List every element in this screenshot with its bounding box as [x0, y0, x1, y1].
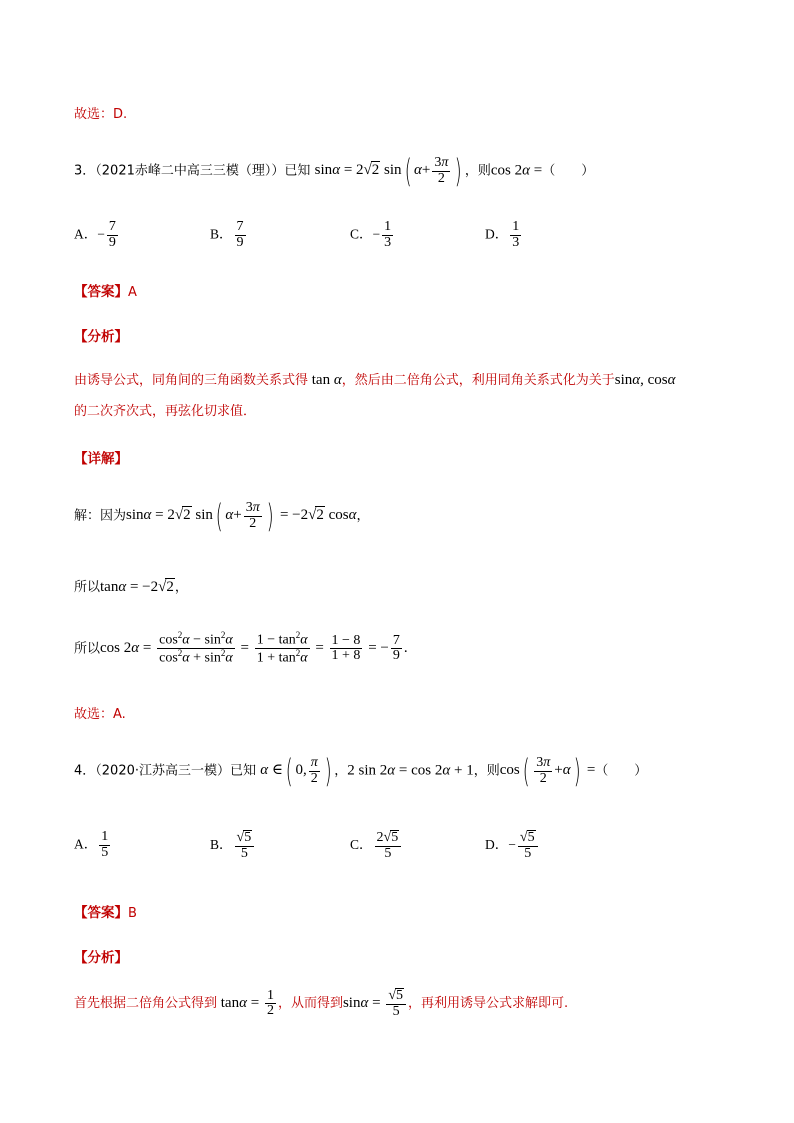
q4-number: 4．	[74, 763, 96, 779]
q3-analysis-label: 【分析】	[74, 329, 128, 345]
q4-analysis-sin: sinα = $\frac{√5}{5}$	[343, 995, 408, 1011]
q4-stem: 4．（2020·江苏高三一模）已知 α ∈( 0, $\frac{\pi}{2}$ ) ，2 sin 2α = cos 2α + 1，则cos( $\frac{3\pi}{2}$ +α) =（ ）	[74, 752, 648, 790]
q3-step3-formula: cos 2α = $\frac{\cos^2\alpha - \sin^2\alpha}{\cos^2\alpha + \sin^2\alpha}$ = $\frac{1 - \tan^2\alpha}{1 + \tan^2\alpha}$ = $\frac{1 - 8}{1 + 8}$ = − $\frac{7}{9}$ .	[100, 630, 408, 666]
q3-step3	[74, 631, 408, 667]
q3-detail-label: 【详解】	[74, 451, 128, 467]
q3-option-b-label: B．	[210, 226, 233, 242]
q4-condition-range: α ∈( 0, $\frac{\pi}{2}$ )	[260, 752, 332, 790]
q4-analysis-label: 【分析】	[74, 950, 128, 966]
q4-analysis-text-a: 首先根据二倍角公式得到	[74, 996, 218, 1012]
q3-answer-value: A	[128, 285, 137, 300]
q4-option-d-label: D．	[485, 836, 509, 852]
q4-option-c: C． $\frac{2√5}{5}$	[350, 830, 403, 861]
q3-option-a: A．− $\frac{7}{9}$	[74, 219, 116, 250]
q3-blank: （ ）	[542, 163, 595, 179]
q3-option-b: B． $\frac{7}{9}$	[210, 219, 244, 250]
q3-step1: 解：因为sinα = 2√2 sin( α+ $\frac{3\pi}{2}$ ) = −2√2 cosα，	[74, 497, 370, 535]
q3-option-a-label: A．	[74, 226, 98, 242]
q4-option-a: A． $\frac{1}{5}$	[74, 829, 109, 860]
q3-step2: 所以tanα = −2√2，	[74, 579, 188, 595]
q3-step3-prefix: 所以	[74, 641, 101, 657]
q4-source: （2020·江苏高三一模）已知	[95, 763, 256, 779]
q3-ask: ，则	[464, 163, 491, 179]
q3-analysis-text-b: ，然后由二倍角公式，利用同角关系式化为关于	[341, 373, 615, 388]
q4-answer	[74, 901, 137, 921]
q3-analysis-line1	[74, 369, 676, 389]
q3-option-c: C．− $\frac{1}{3}$	[350, 219, 392, 250]
q3-analysis-line2: 的二次齐次式，再弦化切求值．	[74, 404, 257, 419]
q4-analysis	[74, 988, 568, 1019]
q4-answer-label: 【答案】	[74, 905, 128, 921]
q3-stem	[74, 152, 594, 190]
q4-option-b: B． $\frac{√5}{5}$	[210, 830, 256, 861]
q3-step1-prefix: 解：因为	[74, 508, 127, 524]
q3-step2-formula: tanα = −2√2	[100, 579, 174, 595]
q3-final-choice: 故选：A.	[74, 707, 126, 722]
q3-answer	[74, 280, 137, 300]
q3-analysis-heading	[74, 325, 128, 345]
q3-source: （2021赤峰二中高三三模（理））已知	[95, 163, 311, 179]
q4-option-c-label: C．	[350, 836, 373, 852]
q3-step1-formula: sinα = 2√2 sin( α+ $\frac{3\pi}{2}$ ) = −2√2 cosα	[126, 497, 357, 535]
q3-option-d: D． $\frac{1}{3}$	[485, 219, 520, 250]
q3-condition: sinα = 2√2 sin( α+ $\frac{3\pi}{2}$ )	[314, 152, 463, 190]
q3-option-d-label: D．	[485, 226, 509, 242]
q4-option-b-label: B．	[210, 836, 233, 852]
q3-analysis-sincos: sinα, cosα	[614, 372, 676, 388]
q4-condition-eq: 2 sin 2α = cos 2α + 1	[347, 762, 474, 779]
q2-final-choice: 故选：D.	[74, 107, 128, 122]
q3-number: 3．	[74, 163, 96, 179]
q3-detail-heading	[74, 447, 128, 467]
q4-analysis-text-b: ，从而得到	[277, 996, 343, 1012]
q3-analysis-tan: tan α	[308, 372, 342, 388]
q3-target: cos 2α =	[490, 162, 543, 179]
q4-option-d: D．− $\frac{√5}{5}$	[485, 830, 540, 861]
q4-analysis-text-c: ，再利用诱导公式求解即可.	[408, 996, 569, 1012]
q4-analysis-tan: tanα = $\frac{1}{2}$	[217, 987, 274, 1019]
q4-ask: ，则	[473, 763, 500, 779]
q3-option-c-label: C．	[350, 226, 373, 242]
q4-option-a-label: A．	[74, 836, 98, 852]
q3-analysis-text-a: 由诱导公式，同角间的三角函数关系式得	[74, 373, 309, 388]
q4-blank: （ ）	[595, 763, 648, 779]
q3-answer-label: 【答案】	[74, 284, 128, 300]
q4-analysis-heading	[74, 946, 128, 966]
q3-step2-prefix: 所以	[74, 580, 101, 595]
q4-target: cos( $\frac{3\pi}{2}$ +α) =	[499, 752, 596, 790]
q4-answer-value: B	[128, 906, 137, 921]
